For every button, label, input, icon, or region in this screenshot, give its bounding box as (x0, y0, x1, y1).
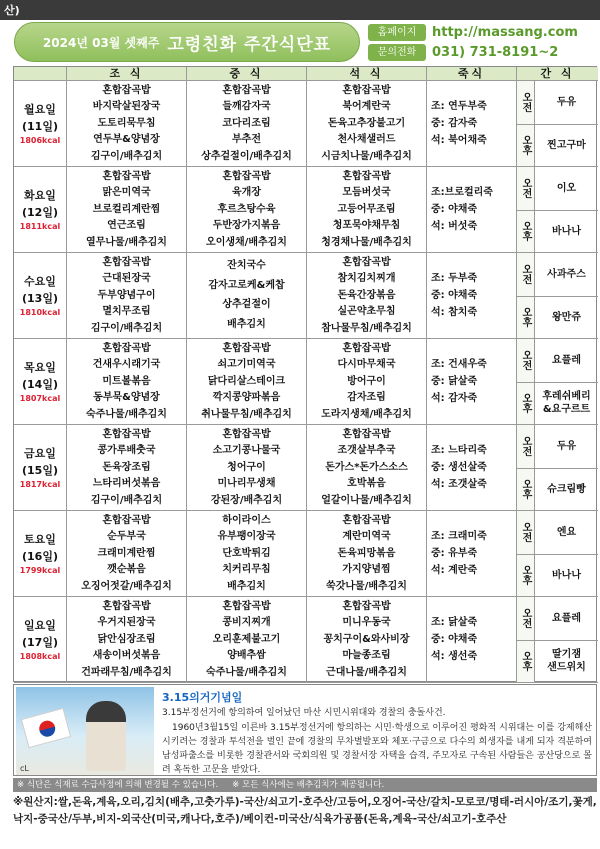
menu-item: 돈육피망볶음 (337, 547, 396, 559)
menu-item: 치커리무침 (222, 564, 271, 575)
lunch-cell (187, 167, 307, 253)
menu-item: 우거지된장국 (97, 617, 156, 628)
dinner-cell (307, 253, 427, 339)
snack-cell (535, 253, 598, 339)
porridge-item: 조:브로컬리죽 (431, 187, 493, 198)
menu-item: 맑은미역국 (102, 187, 151, 198)
porridge-item: 석: 감자죽 (431, 393, 478, 404)
menu-item: 쇠고기미역국 (217, 359, 276, 370)
menu-item: 혼합잡곡밥 (342, 256, 391, 268)
porridge-cell (427, 339, 517, 425)
ampm-cell (517, 597, 535, 683)
day-kcal: 1799kcal (19, 565, 61, 575)
menu-item: 숙주나물/배추김치 (86, 408, 167, 420)
menu-item: 혼합잡곡밥 (102, 342, 151, 354)
menu-item: 고등어무조림 (337, 203, 396, 215)
porridge-cell (427, 511, 517, 597)
porridge-cell (427, 425, 517, 511)
menu-item: 청경채나물/배추김치 (321, 236, 412, 248)
menu-item: 혼합잡곡밥 (342, 514, 391, 526)
dinner-cell (307, 425, 427, 511)
menu-item: 연두부&양념장 (93, 134, 160, 145)
snack-am: 두유 (556, 96, 577, 108)
day-kcal: 1817kcal (19, 479, 61, 489)
day-name: 일요일 (24, 618, 56, 632)
snack-am: 두유 (556, 440, 577, 452)
day-kcal: 1807kcal (19, 393, 61, 403)
am-label: 오전 (517, 81, 535, 124)
breakfast-cell (67, 253, 187, 339)
porridge-item: 석: 계란죽 (431, 565, 478, 576)
porridge-item: 조: 건새우죽 (431, 359, 487, 370)
ampm-cell (517, 339, 535, 425)
menu-item: 돈육간장볶음 (337, 289, 396, 301)
menu-item: 새송이버섯볶음 (92, 650, 161, 661)
day-cell (14, 597, 67, 683)
snack-cell (535, 167, 598, 253)
menu-item: 미나리무생채 (217, 478, 276, 489)
top-strip (0, 0, 600, 20)
am-label: 오전 (517, 167, 535, 210)
menu-item: 북어계란국 (342, 101, 391, 112)
porridge-item: 중: 생선살죽 (431, 462, 487, 473)
menu-item: 가지양념찜 (342, 564, 391, 575)
header-breakfast: 조 식 (67, 67, 187, 81)
menu-item: 상추겉절이/배추김치 (201, 150, 292, 162)
menu-item: 느타리버섯볶음 (92, 478, 161, 489)
menu-item: 오리훈제불고기 (212, 633, 281, 645)
pm-label: 오후 (517, 382, 535, 425)
porridge-item: 중: 야채죽 (431, 204, 478, 215)
header-snack: 간 식 (517, 67, 598, 81)
lunch-cell (187, 425, 307, 511)
lunch-cell (187, 339, 307, 425)
menu-item: 상추겉절이 (222, 299, 271, 311)
ampm-cell (517, 167, 535, 253)
porridge-item: 중: 유부죽 (431, 548, 478, 559)
menu-item: 모듬버섯국 (342, 187, 391, 198)
menu-item: 시금치나물/배추김치 (321, 150, 412, 162)
pm-label: 오후 (517, 468, 535, 511)
menu-item: 부추전 (232, 134, 261, 145)
menu-item: 혼합잡곡밥 (102, 256, 151, 268)
menu-item: 혼합잡곡밥 (102, 84, 151, 96)
menu-item: 바지락살된장국 (92, 101, 161, 112)
menu-item: 도토리묵무침 (97, 117, 156, 129)
menu-item: 배추김치 (227, 580, 266, 592)
snack-am: 요플레 (552, 354, 581, 366)
notes-bar (13, 778, 597, 792)
day-cell (14, 253, 67, 339)
ampm-cell (517, 253, 535, 339)
menu-item: 참나물무침/배추김치 (321, 322, 412, 334)
menu-item: 콩비지찌개 (222, 617, 271, 628)
header-lunch: 중 식 (187, 67, 307, 81)
menu-item: 마늘종조림 (342, 650, 391, 661)
menu-item: 호박볶음 (347, 478, 386, 489)
porridge-item: 조: 닭살죽 (431, 617, 478, 628)
menu-item: 혼합잡곡밥 (102, 600, 151, 612)
day-cell (14, 167, 67, 253)
menu-item: 동부묵&양념장 (93, 392, 160, 403)
dinner-cell (307, 339, 427, 425)
porridge-cell (427, 81, 517, 167)
day-date: (17일) (22, 635, 58, 649)
menu-item: 두부양념구이 (97, 289, 156, 301)
am-label: 오전 (517, 511, 535, 554)
menu-item: 깻순볶음 (107, 564, 146, 575)
menu-item: 혼합잡곡밥 (342, 600, 391, 612)
porridge-item: 중: 닭살죽 (431, 376, 478, 387)
menu-item: 청어구이 (227, 461, 266, 473)
day-name: 수요일 (24, 274, 56, 288)
menu-item: 양배추쌈 (227, 650, 266, 661)
menu-item: 두반장가지볶음 (212, 220, 281, 231)
snack-pm: 바나나 (535, 554, 598, 597)
top-strip-text: 산) (4, 4, 20, 17)
event-box (13, 684, 597, 776)
snack-pm: 왕만쥬 (535, 296, 598, 339)
menu-item: 혼합잡곡밥 (102, 170, 151, 182)
menu-item: 계란미역국 (342, 531, 391, 542)
breakfast-cell (67, 339, 187, 425)
page-title: 고령친화 주간식단표 (167, 34, 332, 55)
menu-item: 숙주나물/배추김치 (206, 666, 287, 678)
porridge-item: 조: 느타리죽 (431, 445, 487, 456)
porridge-item: 조: 연두부죽 (431, 101, 487, 112)
lunch-cell (187, 81, 307, 167)
snack-pm: 슈크림빵 (535, 468, 598, 511)
menu-item: 콩가루배춧국 (97, 445, 156, 456)
snack-cell (535, 339, 598, 425)
menu-item: 오이생채/배추김치 (206, 236, 287, 248)
lunch-cell (187, 597, 307, 683)
day-date: (16일) (22, 549, 58, 563)
header-porridge: 죽식 (427, 67, 517, 81)
porridge-item: 석: 참치죽 (431, 307, 478, 318)
day-name: 목요일 (24, 360, 56, 374)
menu-item: 혼합잡곡밥 (342, 342, 391, 354)
menu-item: 순두부국 (107, 531, 146, 542)
header-day-corner (14, 67, 67, 81)
day-date: (12일) (22, 205, 58, 219)
am-label: 오전 (517, 597, 535, 640)
header-dinner: 석 식 (307, 67, 427, 81)
menu-item: 크래미계란찜 (97, 547, 156, 559)
contact-info (368, 22, 598, 62)
menu-item: 혼합잡곡밥 (222, 342, 271, 354)
homepage-link[interactable]: http://massang.com (432, 24, 578, 40)
day-cell (14, 511, 67, 597)
porridge-item: 조: 두부죽 (431, 273, 478, 284)
porridge-cell (427, 167, 517, 253)
pm-label: 오후 (517, 554, 535, 597)
event-title: 3.15의거기념일 (162, 691, 243, 704)
menu-item: 닭다리살스테이크 (207, 375, 286, 387)
menu-item: 참치김치찌개 (337, 273, 396, 284)
menu-item: 유부팽이장국 (217, 531, 276, 542)
menu-item: 혼합잡곡밥 (102, 514, 151, 526)
phone-number: 031) 731-8191~2 (432, 44, 559, 60)
am-label: 오전 (517, 425, 535, 468)
dinner-cell (307, 167, 427, 253)
menu-item: 감자고로케&케찹 (208, 279, 285, 291)
menu-item: 닭안심장조림 (97, 633, 156, 645)
day-kcal: 1811kcal (19, 221, 61, 231)
snack-pm: 찐고구마 (535, 124, 598, 167)
snack-am: 사과주스 (547, 268, 586, 280)
origin-statement: ※원산지:쌀,돈육,계육,오리,김치(배추,고춧가루)-국산/쇠고기-호주산/고등어,오징어-국산/갈치-모로코/명태-러시아/조기,꽃게,낙지-중국산/두부,비지-외국산(미국,캐나다,호주)/베이컨-미국산/식육가공품(돈육,계육-국산/쇠고기-호주산 (13, 796, 597, 825)
menu-item: 도라지생채/배추김치 (321, 408, 412, 420)
breakfast-cell (67, 511, 187, 597)
porridge-item: 조: 크래미죽 (431, 531, 487, 542)
ampm-cell (517, 425, 535, 511)
am-label: 오전 (517, 339, 535, 382)
breakfast-cell (67, 167, 187, 253)
menu-item: 건새우시래기국 (92, 359, 161, 370)
menu-item: 쑥갓나물/배추김치 (326, 580, 407, 592)
event-body: 1960년3월15일 이른바 3.15부정선거에 항의하는 시민·학생으로 이루어진 평화적 시위대는 이를 강제해산시키려는 경찰과 투석전을 벌인 끝에 경찰의 무차별발포와 체포·구금으로 다수의 희생자를 내게 되자 격분하여 남성파출소를 비롯한 경찰관서와 국회의원 및 경찰서장 자택을 습격, 주모자로 구속된 사람들은 공산당으로 몰려 혹독한 고문을 받았다. (162, 723, 592, 775)
snack-pm: 바나나 (535, 210, 598, 253)
lunch-cell (187, 511, 307, 597)
menu-item: 열무나물/배추김치 (86, 236, 167, 248)
pm-label: 오후 (517, 124, 535, 167)
pm-label: 오후 (517, 210, 535, 253)
menu-item: 김구이/배추김치 (90, 494, 163, 506)
menu-item: 혼합잡곡밥 (342, 170, 391, 182)
porridge-item: 석: 버섯죽 (431, 221, 478, 232)
image-caption: cL (20, 764, 29, 773)
snack-pm: 딸기잼 샌드위치 (535, 640, 598, 683)
event-illustration (16, 687, 154, 775)
snack-cell (535, 81, 598, 167)
menu-item: 혼합잡곡밥 (102, 428, 151, 440)
pm-label: 오후 (517, 640, 535, 683)
day-date: (15일) (22, 463, 58, 477)
menu-header-banner (14, 22, 360, 62)
day-name: 토요일 (24, 532, 56, 546)
menu-item: 혼합잡곡밥 (222, 170, 271, 182)
porridge-item: 중: 야채죽 (431, 290, 478, 301)
porridge-item: 중: 야채죽 (431, 634, 478, 645)
snack-cell (535, 511, 598, 597)
snack-am: 요플레 (552, 612, 581, 624)
day-kcal: 1808kcal (19, 651, 61, 661)
menu-item: 후르츠탕수육 (217, 203, 276, 215)
day-cell (14, 339, 67, 425)
menu-item: 감자조림 (347, 392, 386, 403)
day-date: (13일) (22, 291, 58, 305)
menu-item: 미트볼볶음 (102, 375, 151, 387)
week-label: 2024년 03월 셋째주 (42, 35, 160, 50)
menu-item: 잔치국수 (227, 259, 266, 271)
day-cell (14, 81, 67, 167)
weekly-menu-table (13, 66, 597, 682)
menu-item: 브로컬리계란찜 (92, 203, 161, 215)
menu-item: 혼합잡곡밥 (342, 84, 391, 96)
menu-item: 깍지콩양파볶음 (212, 392, 281, 403)
dinner-cell (307, 511, 427, 597)
menu-item: 육개장 (232, 187, 261, 198)
porridge-cell (427, 597, 517, 683)
porridge-cell (427, 253, 517, 339)
menu-item: 오징어젓갈/배추김치 (81, 580, 172, 592)
menu-item: 강된장/배추김치 (210, 494, 283, 506)
snack-cell (535, 597, 598, 683)
homepage-label: 홈페이지 (368, 24, 426, 41)
day-name: 화요일 (24, 188, 56, 202)
menu-item: 배추김치 (227, 319, 266, 331)
menu-item: 방어구이 (347, 375, 386, 387)
menu-item: 김구이/배추김치 (90, 150, 163, 162)
ampm-cell (517, 81, 535, 167)
snack-cell (535, 425, 598, 511)
menu-item: 취나물무침/배추김치 (201, 408, 292, 420)
menu-item: 코다리조림 (222, 117, 271, 129)
dinner-cell (307, 81, 427, 167)
day-name: 금요일 (24, 446, 56, 460)
lunch-cell (187, 253, 307, 339)
porridge-item: 석: 생선죽 (431, 651, 478, 662)
menu-item: 건파래무침/배추김치 (81, 666, 172, 678)
figure-illustration (86, 701, 126, 771)
menu-item: 혼합잡곡밥 (222, 428, 271, 440)
event-summary: 3.15부정선거에 항의하여 일어났던 마산 시민시위대와 경찰의 충돌사건. (162, 708, 446, 718)
menu-item: 실곤약초무침 (337, 306, 396, 317)
menu-item: 소고기콩나물국 (212, 445, 281, 456)
menu-item: 혼합잡곡밥 (342, 428, 391, 440)
ampm-cell (517, 511, 535, 597)
menu-item: 하이라이스 (222, 514, 271, 526)
breakfast-cell (67, 597, 187, 683)
menu-item: 멸치무조림 (102, 306, 151, 317)
menu-item: 혼합잡곡밥 (222, 600, 271, 612)
menu-item: 얼갈이나물/배추김치 (321, 494, 412, 506)
menu-item: 천사채샐러드 (337, 134, 396, 145)
menu-item: 돈가스*돈가스소스 (325, 461, 408, 473)
breakfast-cell (67, 81, 187, 167)
day-date: (11일) (22, 119, 58, 133)
menu-item: 연근조림 (107, 220, 146, 231)
dinner-cell (307, 597, 427, 683)
menu-item: 돈육고추장불고기 (327, 117, 406, 129)
note-menu-change: ※ 식단은 식재료 수급사정에 의해 변경될 수 있습니다. (17, 780, 219, 790)
day-kcal: 1806kcal (19, 135, 61, 145)
menu-item: 다시마무채국 (337, 359, 396, 370)
porridge-item: 석: 북어채죽 (431, 135, 487, 146)
snack-pm: 후레쉬베리 &요구르트 (535, 382, 598, 425)
pm-label: 오후 (517, 296, 535, 339)
menu-item: 김구이/배추김치 (90, 322, 163, 334)
phone-label: 문의전화 (368, 44, 426, 61)
korean-flag-icon (21, 708, 71, 748)
day-cell (14, 425, 67, 511)
menu-item: 단호박튀김 (222, 547, 271, 559)
menu-item: 근대나물/배추김치 (326, 666, 407, 678)
day-kcal: 1810kcal (19, 307, 61, 317)
menu-item: 청포묵야채무침 (332, 220, 401, 231)
menu-item: 들깨감자국 (222, 101, 271, 112)
menu-item: 돈육장조림 (102, 461, 151, 473)
note-kimchi: ※ 모든 식사에는 배추김치가 제공됩니다. (232, 780, 385, 790)
porridge-item: 중: 감자죽 (431, 118, 478, 129)
menu-item: 혼합잡곡밥 (222, 84, 271, 96)
menu-item: 근대된장국 (102, 273, 151, 284)
snack-am: 엔요 (556, 526, 577, 538)
snack-am: 이오 (556, 182, 577, 194)
menu-item: 꽁치구이&와사비장 (323, 633, 410, 645)
day-name: 월요일 (24, 102, 56, 116)
porridge-item: 석: 조갯살죽 (431, 479, 487, 490)
am-label: 오전 (517, 253, 535, 296)
breakfast-cell (67, 425, 187, 511)
menu-item: 미니우동국 (342, 617, 391, 628)
menu-item: 조갯살부추국 (337, 445, 396, 456)
day-date: (14일) (22, 377, 58, 391)
